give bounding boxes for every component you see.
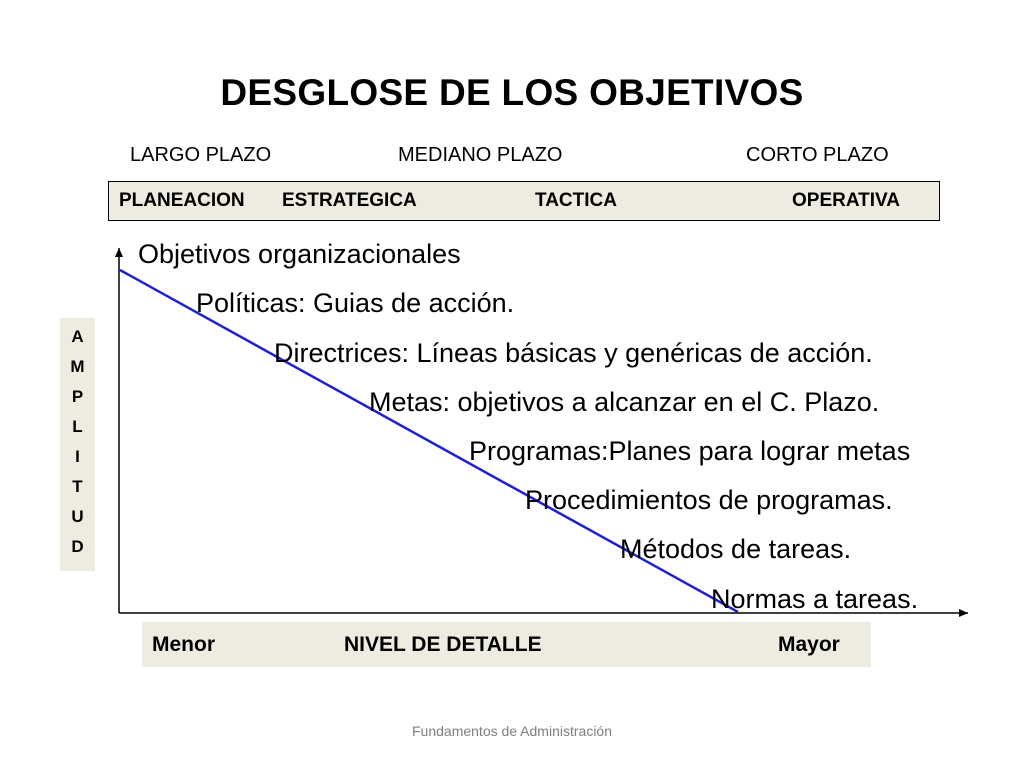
amplitud-label-box [60,318,95,571]
amplitud-letter: L [72,417,83,436]
objective-directrices: Directrices: Líneas básicas y genéricas de acción. [274,338,873,368]
detail-max-label: Mayor [778,633,840,656]
detail-min-label: Menor [152,633,215,656]
horizon-largo-plazo: LARGO PLAZO [130,144,272,166]
planning-label: PLANEACION [119,190,245,211]
objective-organizacionales: Objetivos organizacionales [138,239,461,269]
detail-title: NIVEL DE DETALLE [344,633,542,656]
amplitud-letter: I [75,447,80,466]
objective-metodos: Métodos de tareas. [620,534,852,564]
planning-operativa: OPERATIVA [792,190,901,211]
amplitud-letter: D [71,537,84,556]
amplitud-letter: P [71,387,84,406]
footer-text: Fundamentos de Administración [412,723,612,739]
page-title: DESGLOSE DE LOS OBJETIVOS [220,72,804,113]
objective-metas: Metas: objetivos a alcanzar en el C. Plazo. [369,387,880,417]
objective-politicas: Políticas: Guias de acción. [196,288,515,318]
amplitud-letter: U [71,507,84,526]
planning-tactica: TACTICA [535,190,617,211]
planning-estrategica: ESTRATEGICA [282,190,417,211]
objective-procedimientos: Procedimientos de programas. [525,485,893,515]
amplitud-letter: M [70,357,85,376]
amplitud-letter: A [71,327,84,346]
objective-programas: Programas:Planes para lograr metas [469,436,911,466]
horizon-mediano-plazo: MEDIANO PLAZO [398,144,563,166]
objective-normas: Normas a tareas. [711,584,919,614]
horizon-corto-plazo: CORTO PLAZO [746,144,889,166]
amplitud-letter: T [72,477,83,496]
